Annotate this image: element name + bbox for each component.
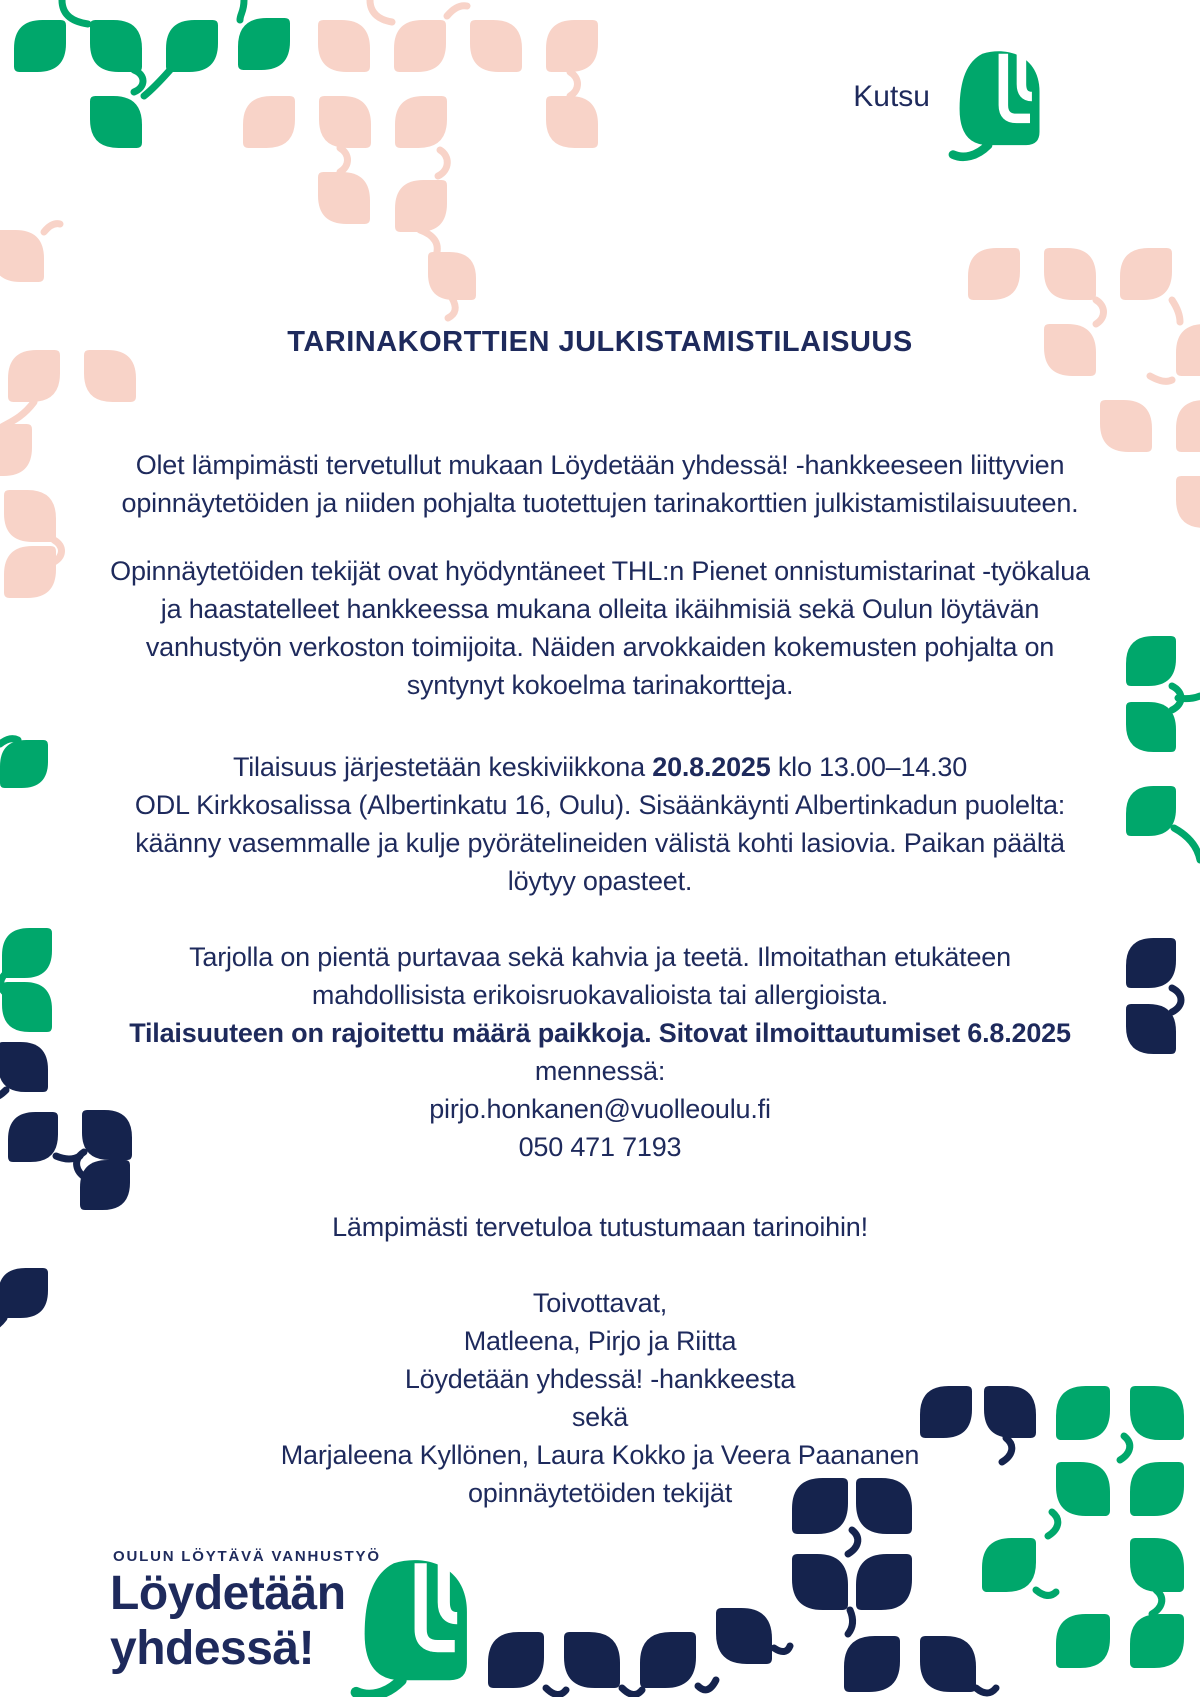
- footer-tagline: OULUN LÖYTÄVÄ VANHUSTYÖ: [113, 1548, 381, 1565]
- event-time: klo 13.00–14.30: [770, 752, 968, 782]
- event-details-paragraph: [60, 748, 1140, 900]
- text-line: opinnäytetöiden ja niiden pohjalta tuotettujen tarinakorttien julkistamistilaisuuteen.: [121, 488, 1079, 518]
- text-line: Opinnäytetöiden tekijät ovat hyödyntäneet THL:n Pienet onnistumistarinat -työkalua: [110, 556, 1090, 586]
- registration-deadline: Tilaisuuteen on rajoitettu määrä paikkoja. Sitovat ilmoittautumiset 6.8.2025: [129, 1018, 1071, 1048]
- contact-email: pirjo.honkanen@vuolleoulu.fi: [429, 1094, 771, 1124]
- text-line: vanhustyön verkoston toimijoita. Näiden arvokkaiden kokemusten pohjalta on: [145, 632, 1055, 662]
- contact-phone: 050 471 7193: [518, 1132, 682, 1162]
- text-line: Löydetään yhdessä! -hankkeesta: [404, 1364, 796, 1394]
- text-line: syntynyt kokoelma tarinakortteja.: [406, 670, 794, 700]
- leaf-logo-icon: [350, 1556, 484, 1697]
- text-line: mennessä:: [534, 1056, 666, 1086]
- text-line: ja haastatelleet hankkeessa mukana olleita ikäihmisiä sekä Oulun löytävän: [160, 594, 1040, 624]
- text-line: [60, 748, 1140, 786]
- text-line: Toivottavat,: [532, 1288, 668, 1318]
- leaf-logo-icon: [948, 48, 1053, 166]
- registration-paragraph: [60, 938, 1140, 1166]
- text-line: käänny vasemmalle ja kulje pyörätelineiden välistä kohti lasiovia. Paikan päältä: [135, 828, 1065, 858]
- text-line: löytyy opasteet.: [507, 866, 693, 896]
- welcome-line: Lämpimästi tervetuloa tutustumaan tarinoihin!: [332, 1212, 868, 1242]
- event-date: 20.8.2025: [652, 752, 771, 782]
- text-line: Matleena, Pirjo ja Riitta: [463, 1326, 737, 1356]
- text-line: Tarjolla on pientä purtavaa sekä kahvia ja teetä. Ilmoitathan etukäteen: [189, 942, 1011, 972]
- text-line: ODL Kirkkosalissa (Albertinkatu 16, Oulu). Sisäänkäynti Albertinkadun puolelta:: [134, 790, 1066, 820]
- kutsu-label: Kutsu: [853, 80, 930, 113]
- text-line: mahdollisista erikoisruokavalioista tai allergioista.: [311, 980, 889, 1010]
- background-paragraph: [60, 552, 1140, 704]
- text-line: Marjaleena Kyllönen, Laura Kokko ja Veera Paananen: [280, 1440, 920, 1470]
- text-line: Olet lämpimästi tervetullut mukaan Löydetään yhdessä! -hankkeeseen liittyvien: [135, 450, 1065, 480]
- brand-line: yhdessä!: [110, 1622, 315, 1675]
- page-title: TARINAKORTTIEN JULKISTAMISTILAISUUS: [287, 326, 913, 358]
- brand-line: Löydetään: [110, 1567, 346, 1620]
- footer-brand-name: [110, 1566, 346, 1676]
- event-date-prefix: Tilaisuus järjestetään keskiviikkona: [232, 752, 653, 782]
- text-line: opinnäytetöiden tekijät: [467, 1478, 733, 1508]
- text-line: sekä: [571, 1402, 629, 1432]
- intro-paragraph: [60, 446, 1140, 522]
- signoff-paragraph: [60, 1284, 1140, 1512]
